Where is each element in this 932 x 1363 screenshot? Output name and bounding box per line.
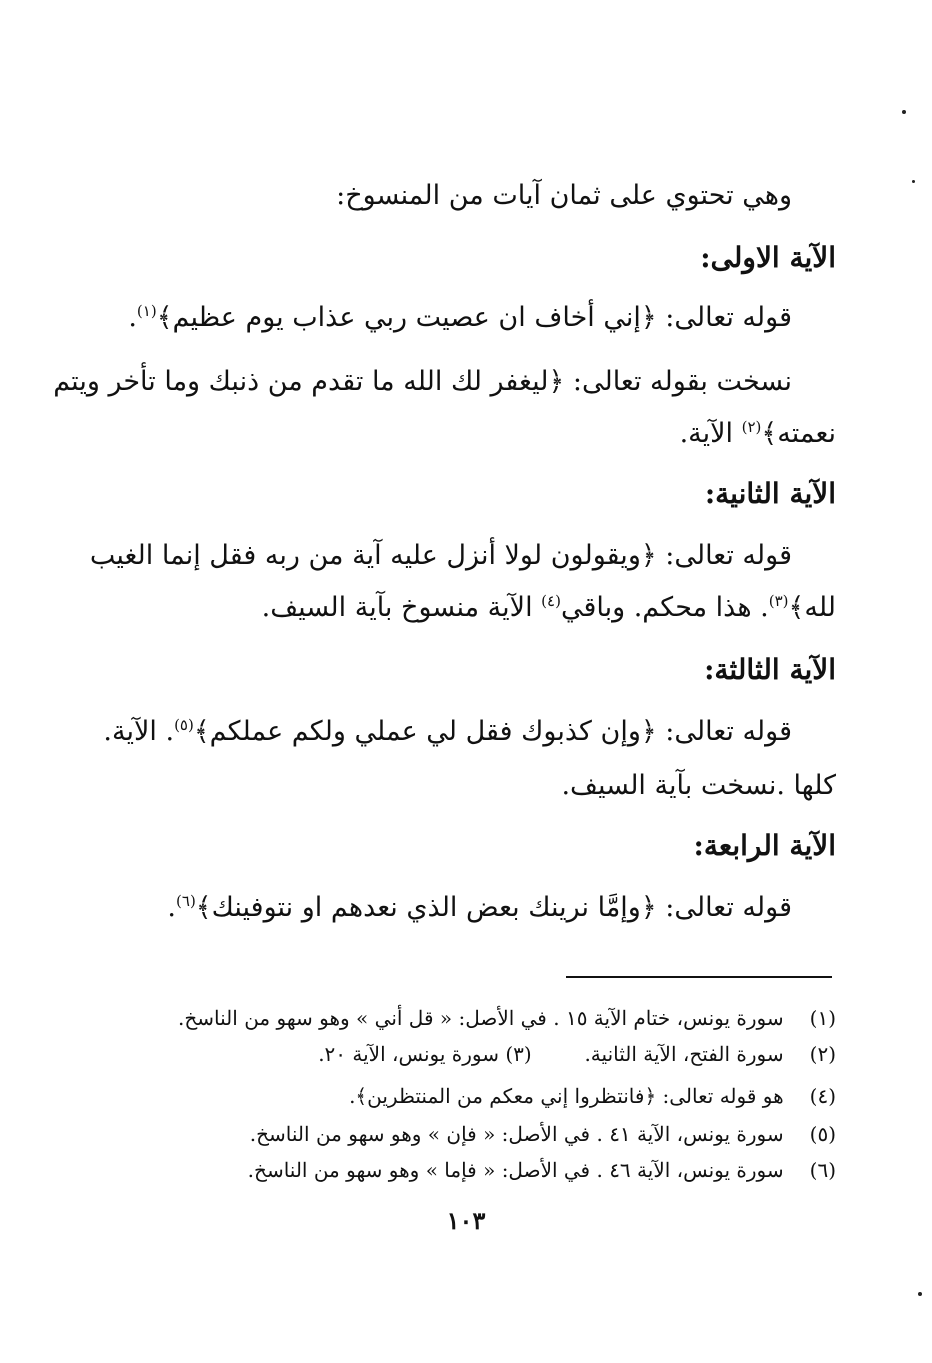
footnote-ref: (٦) (176, 892, 196, 910)
verse-text: لله﴾ (788, 592, 836, 623)
section-heading-1: الآية الاولى: (700, 241, 836, 274)
footnote-5 (250, 1120, 836, 1148)
footnote-number: (٢) (809, 1042, 836, 1066)
middle-text: . هذا محكم. وباقي (560, 592, 769, 623)
footnote-number: (٦) (809, 1158, 836, 1182)
footnote-6 (248, 1156, 836, 1184)
footnote-text: سورة يونس، الآية ٢٠. (318, 1042, 499, 1066)
footnote-text: هو قوله تعالى: ﴿فانتظروا إني معكم من المنتظرين﴾. (349, 1084, 784, 1108)
footnote-number: (٥) (809, 1122, 836, 1146)
footnote-number: (٤) (809, 1084, 836, 1108)
section-1-line-2: نسخت بقوله تعالى: ﴿ليغفر لك الله ما تقدم من ذنبك وما تأخر ويتم (53, 366, 792, 397)
footnote-2-3 (318, 1040, 836, 1068)
section-2-line-1: قوله تعالى: ﴿ويقولون لولا أنزل عليه آية من ربه فقل إنما الغيب (89, 540, 792, 571)
scan-speck (918, 1292, 922, 1296)
section-1-line-3 (680, 414, 836, 454)
section-3-line-2: كلها .نسخت بآية السيف. (561, 770, 836, 801)
section-4-line-1 (167, 888, 792, 928)
punctuation: . (167, 892, 177, 923)
scan-speck (902, 110, 906, 114)
footnote-text: سورة الفتح، الآية الثانية. (584, 1042, 784, 1066)
footnote-ref: (٥) (174, 716, 194, 734)
trailing-text: الآية. (679, 418, 742, 449)
punctuation: . (128, 302, 137, 333)
intro-text: وهي تحتوي على ثمان آيات من المنسوخ: (336, 180, 792, 211)
page-number: ١٠٣ (446, 1206, 486, 1235)
verse-text: قوله تعالى: ﴿وإمَّا نرينك بعض الذي نعدهم او نتوفينك﴾ (195, 892, 792, 923)
footnote-text: سورة يونس، الآية ٤١ . في الأصل: « فإن » وهو سهو من الناسخ. (249, 1122, 784, 1146)
footnote-text: سورة يونس، الآية ٤٦ . في الأصل: « فإما » وهو سهو من الناسخ. (247, 1158, 784, 1182)
section-3-line-1 (103, 712, 792, 752)
footnote-4 (349, 1082, 836, 1110)
section-1-line-1 (128, 298, 792, 338)
verse-text: قوله تعالى: ﴿وإن كذبوك فقل لي عملي ولكم عملكم﴾ (193, 716, 792, 747)
footnote-ref: (٤) (541, 592, 561, 610)
section-heading-3: الآية الثالثة: (704, 653, 836, 686)
footnote-text: سورة يونس، ختام الآية ١٥ . في الأصل: « قل أني » وهو سهو من الناسخ. (178, 1006, 784, 1030)
footnote-1 (178, 1004, 836, 1032)
footnote-ref: (٢) (741, 418, 762, 436)
trailing-text: . الآية. (103, 716, 175, 747)
section-heading-2: الآية الثانية: (704, 477, 836, 510)
footnote-number: (٣) (505, 1042, 532, 1066)
verse-text: نعمته﴾ (761, 418, 836, 449)
trailing-text: الآية منسوخ بآية السيف. (261, 592, 542, 623)
footnote-ref: (١) (136, 302, 157, 320)
section-2-line-2 (262, 588, 836, 628)
scan-speck (912, 180, 915, 183)
section-heading-4: الآية الرابعة: (693, 829, 836, 862)
verse-text: قوله تعالى: ﴿إني أخاف ان عصيت ربي عذاب يوم عظيم﴾ (156, 302, 792, 333)
footnote-ref: (٣) (768, 592, 789, 610)
intro-line (336, 176, 792, 216)
footnote-number: (١) (809, 1006, 836, 1030)
footnote-separator (566, 976, 832, 978)
